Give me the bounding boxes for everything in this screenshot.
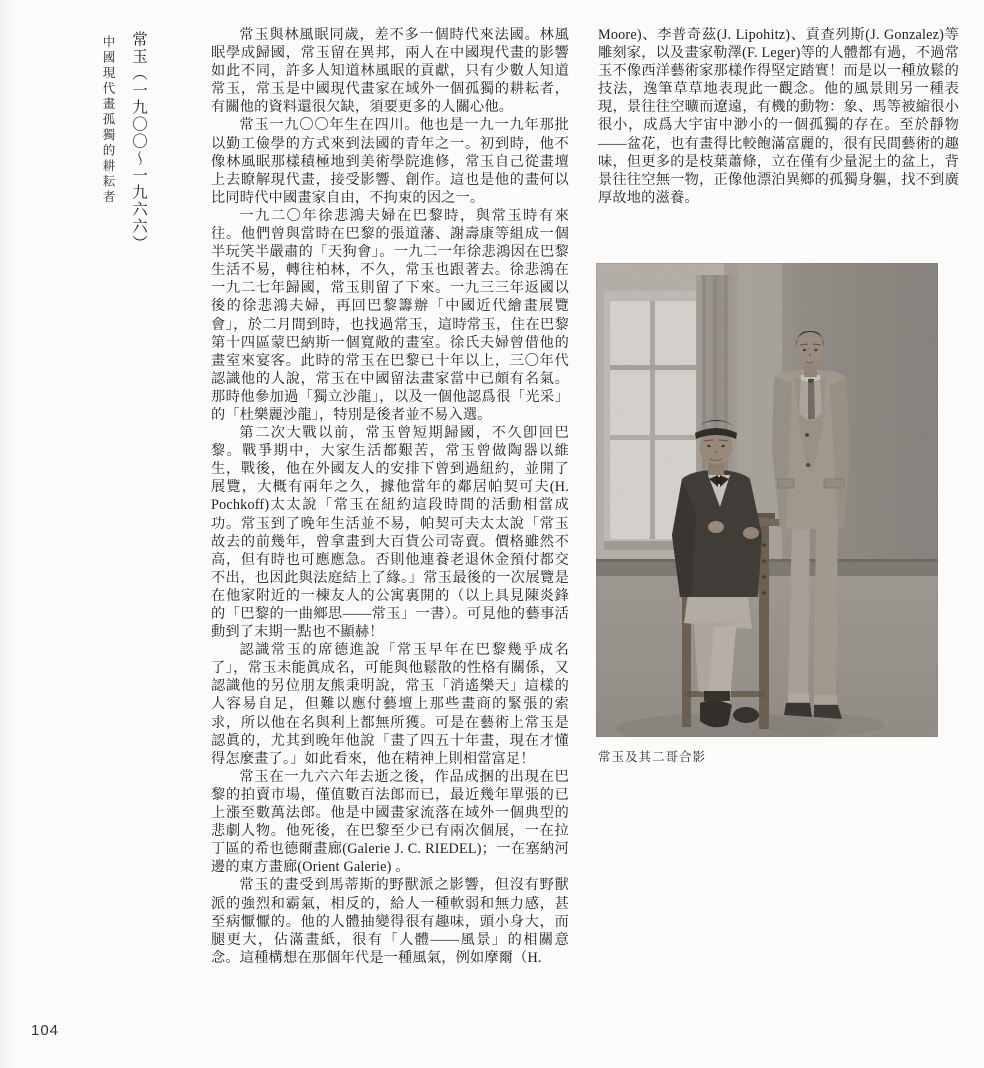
- paragraph: 第二次大戰以前，常玉曾短期歸國，不久卽回巴黎。戰爭期中，大家生活都艱苦，常玉曾做陶器以維生，戰後，他在外國友人的安排下曾到過紐約，並開了展覽，大概有兩年之久，據他當年的鄰居帕契可夫(H. Pochkoff)太太說「常玉在紐約這段時間的活動相當成功。常玉到了晚年生活並不易，帕契可夫太太說「常玉故去的前幾年，曾拿畫到大百貨公司寄賣。價格雖然不高，但有時也可應應急。否則他連養老退休金預付都交不出，也因此與法庭結上了緣。」常玉最後的一次展覽是在他家附近的一棟友人的公寓裏開的（以上具見陳炎鋒的「巴黎的一曲鄉思——常玉」一書）。可見他的藝事活動到了末期一點也不顯赫！: [211, 425, 569, 641]
- chapter-title: 常玉（一九〇〇～一九六六）: [130, 31, 147, 252]
- main-text-column: [211, 26, 569, 967]
- paragraph: 認識常玉的席德進說「常玉早年在巴黎幾乎成名了」，常玉未能眞成名，可能與他鬆散的性格有關係，又認識他的另位朋友熊秉明說，常玉「消遙樂天」這樣的人容易自足，但難以應付藝壇上那些畫商的緊張的索求，所以他在名與利上都無所獲。可是在藝術上常玉是認眞的，尤其到晚年他說「畫了四五十年畫，現在才懂得怎麼畫了。」如此看來，他在精神上則相當富足！: [211, 642, 569, 767]
- paragraph: 常玉與林風眠同歲，差不多一個時代來法國。林風眠學成歸國，常玉留在異邦，兩人在中國現代畫的影響如此不同，許多人知道林風眠的貢獻，只有少數人知道常玉，常玉是中國現代畫家在域外一個孤獨的耕耘者，有關他的資料還很欠缺，須要更多的人關心他。: [211, 27, 569, 116]
- paragraph: 常玉一九〇〇年生在四川。他也是一九一九年那批以勤工儉學的方式來到法國的青年之一。初到時，他不像林風眠那樣積極地到美術學院進修，常玉自己從畫壇上去瞭解現代畫，接受影響、創作。這也是他的畫何以比同時代中國畫家自由，不拘束的因之一。: [211, 117, 569, 206]
- right-text-column: [598, 26, 959, 207]
- chapter-subtitle: 中國現代畫孤獨的耕耘者: [101, 35, 115, 206]
- page-gutter-shade: [0, 0, 14, 1068]
- photo-sanyu-and-brother: [596, 263, 938, 737]
- page-number: 104: [31, 1022, 60, 1039]
- photo-illustration: [596, 263, 938, 737]
- paragraph: 常玉的畫受到馬蒂斯的野獸派之影響，但沒有野獸派的強烈和霸氣，相反的，給人一種軟弱和無力感，甚至病懨懨的。他的人體抽變得很有趣味，頭小身大，而腿更大，佔滿畫紙，很有「人體——風景」的相關意念。這種構想在那個年代是一種風氣，例如摩爾（H.: [211, 877, 569, 966]
- paragraph: 一九二〇年徐悲鴻夫婦在巴黎時，與常玉時有來往。他們曾與當時在巴黎的張道藩、謝壽康等組成一個半玩笑半嚴肅的「天狗會」。一九二一年徐悲鴻因在巴黎生活不易，轉往柏林，不久，常玉也跟著去。徐悲鴻在一九二七年歸國，常玉則留了下來。一九三三年返國以後的徐悲鴻夫婦，再回巴黎籌辦「中國近代繪畫展覽會」，於二月間到時，也找過常玉，這時常玉，住在巴黎第十四區蒙巴納斯一個寬敞的畫室。徐氏夫婦曾借他的畫室來宴客。此時的常玉在巴黎已十年以上，三〇年代認識他的人說，常玉在中國留法畫家當中已頗有名氣。那時他參加過「獨立沙龍」，以及一個他認爲很「光采」的「杜樂麗沙龍」，特別是後者並不易入選。: [211, 207, 569, 423]
- chapter-title-block: [99, 31, 149, 331]
- paragraph: Moore)、李普奇茲(J. Lipohitz)、貢查列斯(J. Gonzalez)等雕刻家，以及畫家勒澤(F. Leger)等的人體都有過，不過常玉不像西洋藝術家那樣作得堅定踏實！而是以一種放鬆的技法，逸筆草草地表現此一觀念。他的風景則另一種表現，景往往空曠而遼遠，有機的動物：象、馬等被縮很小很小，成爲大宇宙中渺小的一個孤獨的存在。至於靜物——盆花，也有畫得比較飽滿富麗的，很有民間藝術的趣味，但更多的是枝葉蕭條，立在僅有少量泥土的盆上，背景往往空無一物，正像他漂泊異鄉的孤獨身軀，找不到廣厚故地的滋養。: [598, 27, 959, 206]
- photo-caption: 常玉及其二哥合影: [598, 750, 707, 764]
- paragraph: 常玉在一九六六年去逝之後，作品成捆的出現在巴黎的拍賣市場，僅值數百法郎而已，最近幾年單張的已上漲至數萬法郎。他是中國畫家流落在域外一個典型的悲劇人物。他死後，在巴黎至少已有兩次個展，一在拉丁區的希也德爾畫廊(Galerie J. C. RIEDEL)；一在塞納河邊的東方畫廊(Orient Galerie) 。: [211, 768, 569, 876]
